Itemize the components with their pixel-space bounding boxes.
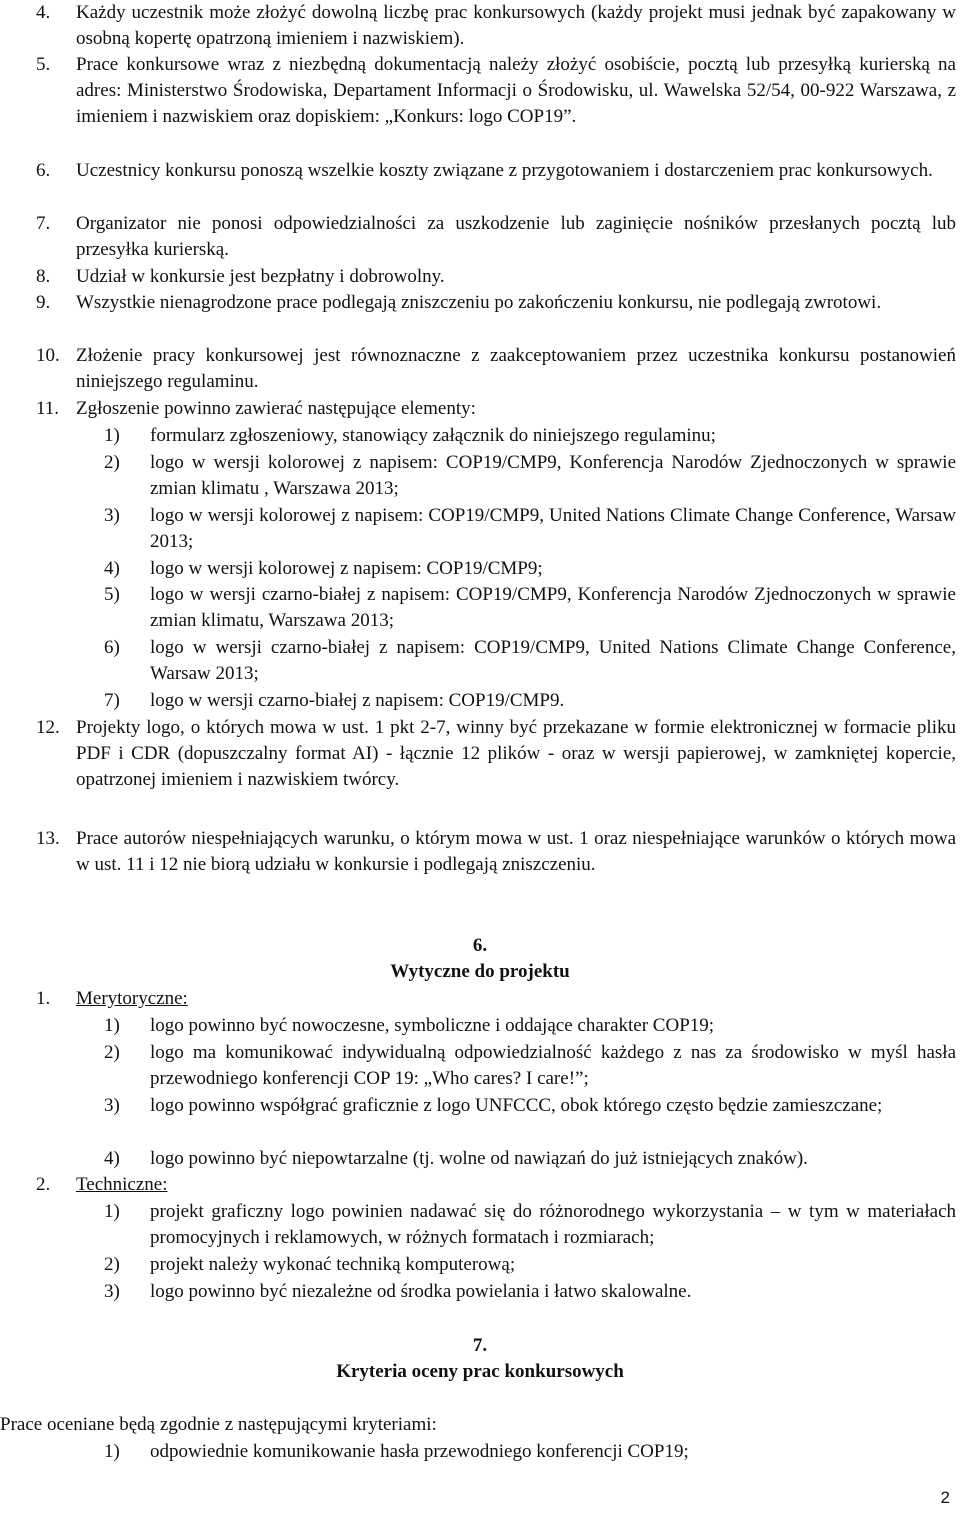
sub-item-text: logo powinno być niezależne od środka powielania i łatwo skalowalne.	[150, 1281, 692, 1302]
item-text: Zgłoszenie powinno zawierać następujące elementy:	[76, 398, 476, 419]
list-item-techniczne	[36, 1172, 956, 1198]
section-title: Kryteria oceny prac konkursowych	[336, 1361, 624, 1382]
sub-item-text: logo w wersji czarno-białej z napisem: COP19/CMP9, United Nations Climate Change Conference, Warsaw 2013;	[150, 637, 956, 685]
list-item	[36, 396, 956, 422]
sub-list-item	[104, 582, 956, 634]
item-number: 7.	[36, 213, 51, 234]
sub-item-number: 7)	[104, 690, 120, 711]
list-item	[36, 0, 956, 52]
item-text: Wszystkie nienagrodzone prace podlegają zniszczeniu po zakończeniu konkursu, nie podlegają zwrotowi.	[76, 292, 882, 313]
sub-item-number: 5)	[104, 584, 120, 605]
item-text: Udział w konkursie jest bezpłatny i dobrowolny.	[76, 266, 445, 287]
sub-item-number: 2)	[104, 1042, 120, 1063]
sub-list-item	[104, 1013, 956, 1039]
item-text: Złożenie pracy konkursowej jest równoznaczne z zaakceptowaniem przez uczestnika konkursu postanowień niniejszego regulaminu.	[76, 345, 956, 393]
list-item	[36, 158, 956, 184]
sub-item-text: logo powinno być niepowtarzalne (tj. wolne od nawiązań do już istniejących znaków).	[150, 1148, 808, 1169]
item-text: Organizator nie ponosi odpowiedzialności za uszkodzenie lub zaginięcie nośników przesłanych pocztą lub przesyłka kurierską.	[76, 213, 956, 261]
sub-item-number: 2)	[104, 452, 120, 473]
sub-item-text: logo powinno współgrać graficznie z logo UNFCCC, obok którego często będzie zamieszczane;	[150, 1095, 883, 1116]
sub-item-number: 6)	[104, 637, 120, 658]
sub-item-number: 1)	[104, 1201, 120, 1222]
item-label: Merytoryczne:	[76, 988, 188, 1009]
list-item	[36, 52, 956, 131]
sub-list-item	[104, 1093, 956, 1119]
section-number: 6.	[472, 935, 488, 956]
sub-list-item	[104, 1199, 956, 1251]
item-text: Prace autorów niespełniających warunku, o którym mowa w ust. 1 oraz niespełniające warunków o których mowa w ust. 11 i 12 nie biorą udziału w konkursie i podlegają zniszczeniu.	[76, 828, 956, 876]
item-text: Projekty logo, o których mowa w ust. 1 pkt 2-7, winny być przekazane w formie elektronicznej w formacie pliku PDF i CDR (dopuszczalny format AI) - łącznie 12 plików - oraz w wersji papierowej, w zamkniętej kopercie, opatrzonej imieniem i nazwiskiem twórcy.	[76, 717, 956, 791]
item-label: Techniczne:	[76, 1174, 168, 1195]
item-number: 9.	[36, 292, 51, 313]
item-number: 5.	[36, 54, 51, 75]
section-number: 7.	[472, 1335, 488, 1356]
sub-item-text: formularz zgłoszeniowy, stanowiący załącznik do niniejszego regulaminu;	[150, 425, 716, 446]
list-item	[36, 826, 956, 878]
item-number: 6.	[36, 160, 51, 181]
sub-list-item	[104, 423, 956, 449]
item-number: 8.	[36, 266, 51, 287]
sub-item-number: 4)	[104, 1148, 120, 1169]
item-number: 1.	[36, 988, 51, 1009]
item-number: 10.	[36, 345, 60, 366]
sub-item-number: 1)	[104, 1441, 120, 1462]
sub-item-number: 3)	[104, 505, 120, 526]
item-text: Uczestnicy konkursu ponoszą wszelkie koszty związane z przygotowaniem i dostarczeniem prac konkursowych.	[76, 160, 933, 181]
list-item	[36, 290, 956, 316]
list-item	[36, 211, 956, 263]
sub-item-number: 1)	[104, 425, 120, 446]
sub-item-text: logo w wersji czarno-białej z napisem: COP19/CMP9, Konferencja Narodów Zjednoczonych w sprawie zmian klimatu, Warszawa 2013;	[150, 584, 956, 632]
sub-item-text: logo powinno być nowoczesne, symboliczne i oddające charakter COP19;	[150, 1015, 715, 1036]
item-number: 13.	[36, 828, 60, 849]
sub-item-text: logo w wersji kolorowej z napisem: COP19/CMP9;	[150, 558, 543, 579]
sub-item-number: 1)	[104, 1015, 120, 1036]
sub-item-number: 2)	[104, 1254, 120, 1275]
sub-list-item	[104, 1146, 956, 1172]
sub-item-text: logo w wersji czarno-białej z napisem: COP19/CMP9.	[150, 690, 565, 711]
item-number: 2.	[36, 1174, 51, 1195]
sub-item-text: logo w wersji kolorowej z napisem: COP19/CMP9, Konferencja Narodów Zjednoczonych w sprawie zmian klimatu , Warszawa 2013;	[150, 452, 956, 500]
sub-item-text: logo w wersji kolorowej z napisem: COP19/CMP9, United Nations Climate Change Conference, Warsaw 2013;	[150, 505, 956, 553]
sub-list-item	[104, 503, 956, 555]
item-text: Każdy uczestnik może złożyć dowolną liczbę prac konkursowych (każdy projekt musi jednak być zapakowany w osobną kopertę opatrzoną imieniem i nazwiskiem).	[76, 2, 956, 50]
sub-list-item	[104, 1439, 956, 1465]
sub-item-text: odpowiednie komunikowanie hasła przewodniego konferencji COP19;	[150, 1441, 689, 1462]
sub-list-item	[104, 1279, 956, 1305]
sub-item-text: logo ma komunikować indywidualną odpowiedzialność każdego z nas za środowisko w myśl hasła przewodniego konferencji COP 19: „Who cares? I care!”;	[150, 1042, 956, 1090]
sub-item-text: projekt należy wykonać techniką komputerową;	[150, 1254, 516, 1275]
item-number: 11.	[36, 398, 60, 419]
sub-list-item	[104, 635, 956, 687]
criteria-intro: Prace oceniane będą zgodnie z następującymi kryteriami:	[0, 1414, 437, 1435]
sub-item-number: 4)	[104, 558, 120, 579]
sub-list-item	[104, 450, 956, 502]
item-text: Prace konkursowe wraz z niezbędną dokumentacją należy złożyć osobiście, pocztą lub przesyłką kurierską na adres: Ministerstwo Środowiska, Departament Informacji o Środowisku, ul. Wawelska 52/54, 00-922 Warszawa, z imieniem i nazwiskiem oraz dopiskiem: „Konkurs: logo COP19”.	[76, 54, 956, 128]
sub-list-item	[104, 556, 956, 582]
section-title: Wytyczne do projektu	[390, 961, 570, 982]
list-item	[36, 264, 956, 290]
list-item-merytoryczne	[36, 986, 956, 1012]
sub-list-item	[104, 1252, 956, 1278]
list-item	[36, 343, 956, 395]
sub-item-text: projekt graficzny logo powinien nadawać się do różnorodnego wykorzystania – w tym w materiałach promocyjnych i reklamowych, w różnych formatach i rozmiarach;	[150, 1201, 956, 1249]
page-number: 2	[940, 1488, 950, 1507]
item-number: 12.	[36, 717, 60, 738]
list-item	[36, 715, 956, 794]
sub-item-number: 3)	[104, 1281, 120, 1302]
sub-item-number: 3)	[104, 1095, 120, 1116]
item-number: 4.	[36, 2, 51, 23]
sub-list-item	[104, 688, 956, 714]
sub-list-item	[104, 1040, 956, 1092]
